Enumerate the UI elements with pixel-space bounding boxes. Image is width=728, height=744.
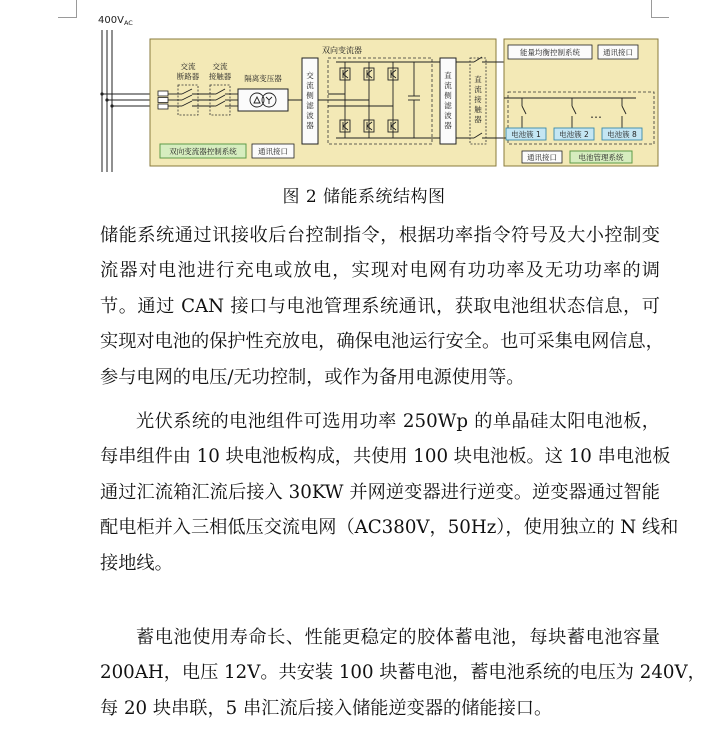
paragraph-1 <box>100 218 664 395</box>
figure-caption: 图 2 储能系统结构图 <box>282 187 446 207</box>
converter-comm-port-label: 通讯接口 <box>258 147 288 156</box>
dc-contactor-char: 直 <box>474 75 482 84</box>
text-line: 参与电网的电压/无功控制，或作为备用电源使用等。 <box>100 366 525 388</box>
ac-contactor-label-1: 交流 <box>212 62 228 71</box>
text-line: 蓄电池使用寿命长、性能更稳定的胶体蓄电池，每块蓄电池容量 <box>136 627 660 648</box>
ac-filter-char: 滤 <box>306 101 314 110</box>
text-line: 流器对电池进行充电或放电，实现对电网有功功率及无功功率的调 <box>100 260 660 282</box>
isolation-transformer-box <box>238 89 288 111</box>
isolation-transformer-label: 隔离变压器 <box>244 74 282 83</box>
dc-filter-char: 直 <box>444 71 452 80</box>
storage-system-diagram <box>96 12 676 184</box>
text-line: 光伏系统的电池组件可选用功率 250Wp 的单晶硅太阳电池板， <box>136 411 660 432</box>
crop-mark-top-left <box>76 0 77 18</box>
text-line: 200AH，电压 12V。共安装 100 块蓄电池，蓄电池系统的电压为 240V， <box>100 662 706 684</box>
paragraph-2 <box>100 404 679 581</box>
text-line: 每 20 块串联，5 串汇流后接入储能逆变器的储能接口。 <box>100 697 553 719</box>
ac-breaker-label-2: 断路器 <box>176 72 200 81</box>
ac-contactor-label-2: 接触器 <box>208 72 232 81</box>
text-line: 配电柜并入三相低压交流电网（AC380V，50Hz），使用独立的 N 线和 <box>100 517 679 539</box>
converter-control-label: 双向变流器控制系统 <box>169 147 237 156</box>
ac-filter-char: 器 <box>306 121 314 130</box>
battery-cluster-1-label: 电池簇 1 <box>511 130 541 139</box>
battery-ellipsis: … <box>590 107 602 121</box>
energy-balance-control-label: 能量均衡控制系统 <box>520 48 580 57</box>
text-line: 实现对电池的保护性充放电，确保电池运行安全。也可采集电网信息， <box>100 331 664 353</box>
battery-cluster-2-label: 电池簇 2 <box>559 130 589 139</box>
text-line: 储能系统通过讯接收后台控制指令，根据功率指令符号及大小控制变 <box>100 225 660 246</box>
battery-comm-port-bottom-label: 通讯接口 <box>527 153 557 162</box>
fuse-icon <box>158 91 168 109</box>
ac-filter-char: 交 <box>306 71 314 80</box>
dc-filter-char: 滤 <box>444 101 452 110</box>
voltage-label: $400V_{AC}$ <box>98 15 133 27</box>
battery-cluster-8-label: 电池簇 8 <box>607 130 637 139</box>
dc-contactor-char: 流 <box>474 85 482 94</box>
battery-comm-port-top-label: 通讯接口 <box>603 48 633 57</box>
bms-label: 电池管理系统 <box>578 153 624 162</box>
ac-filter-char: 流 <box>306 81 314 90</box>
dc-filter-char: 流 <box>444 81 452 90</box>
ac-breaker-label-1: 交流 <box>180 62 196 71</box>
crop-mark-left <box>58 17 76 18</box>
dc-filter-char: 器 <box>444 121 452 130</box>
ac-filter-char: 波 <box>306 111 314 120</box>
dc-contactor-char: 器 <box>474 115 482 124</box>
text-line: 节。通过 CAN 接口与电池管理系统通讯，获取电池组状态信息，可 <box>100 295 660 317</box>
text-line: 每串组件由 10 块电池板构成，共使用 100 块电池板。这 10 串电池板 <box>100 446 671 468</box>
text-line: 接地线。 <box>100 552 173 574</box>
dc-filter-char: 波 <box>444 111 452 120</box>
ac-filter-char: 侧 <box>306 91 314 100</box>
dc-contactor-char: 触 <box>474 105 482 114</box>
bidirectional-converter-label: 双向变流器 <box>322 46 362 55</box>
paragraph-3 <box>100 620 706 726</box>
dc-filter-char: 侧 <box>444 91 452 100</box>
text-line: 通过汇流箱汇流后接入 30KW 并网逆变器进行逆变。逆变器通过智能 <box>100 481 660 503</box>
dc-contactor-char: 接 <box>474 95 482 104</box>
